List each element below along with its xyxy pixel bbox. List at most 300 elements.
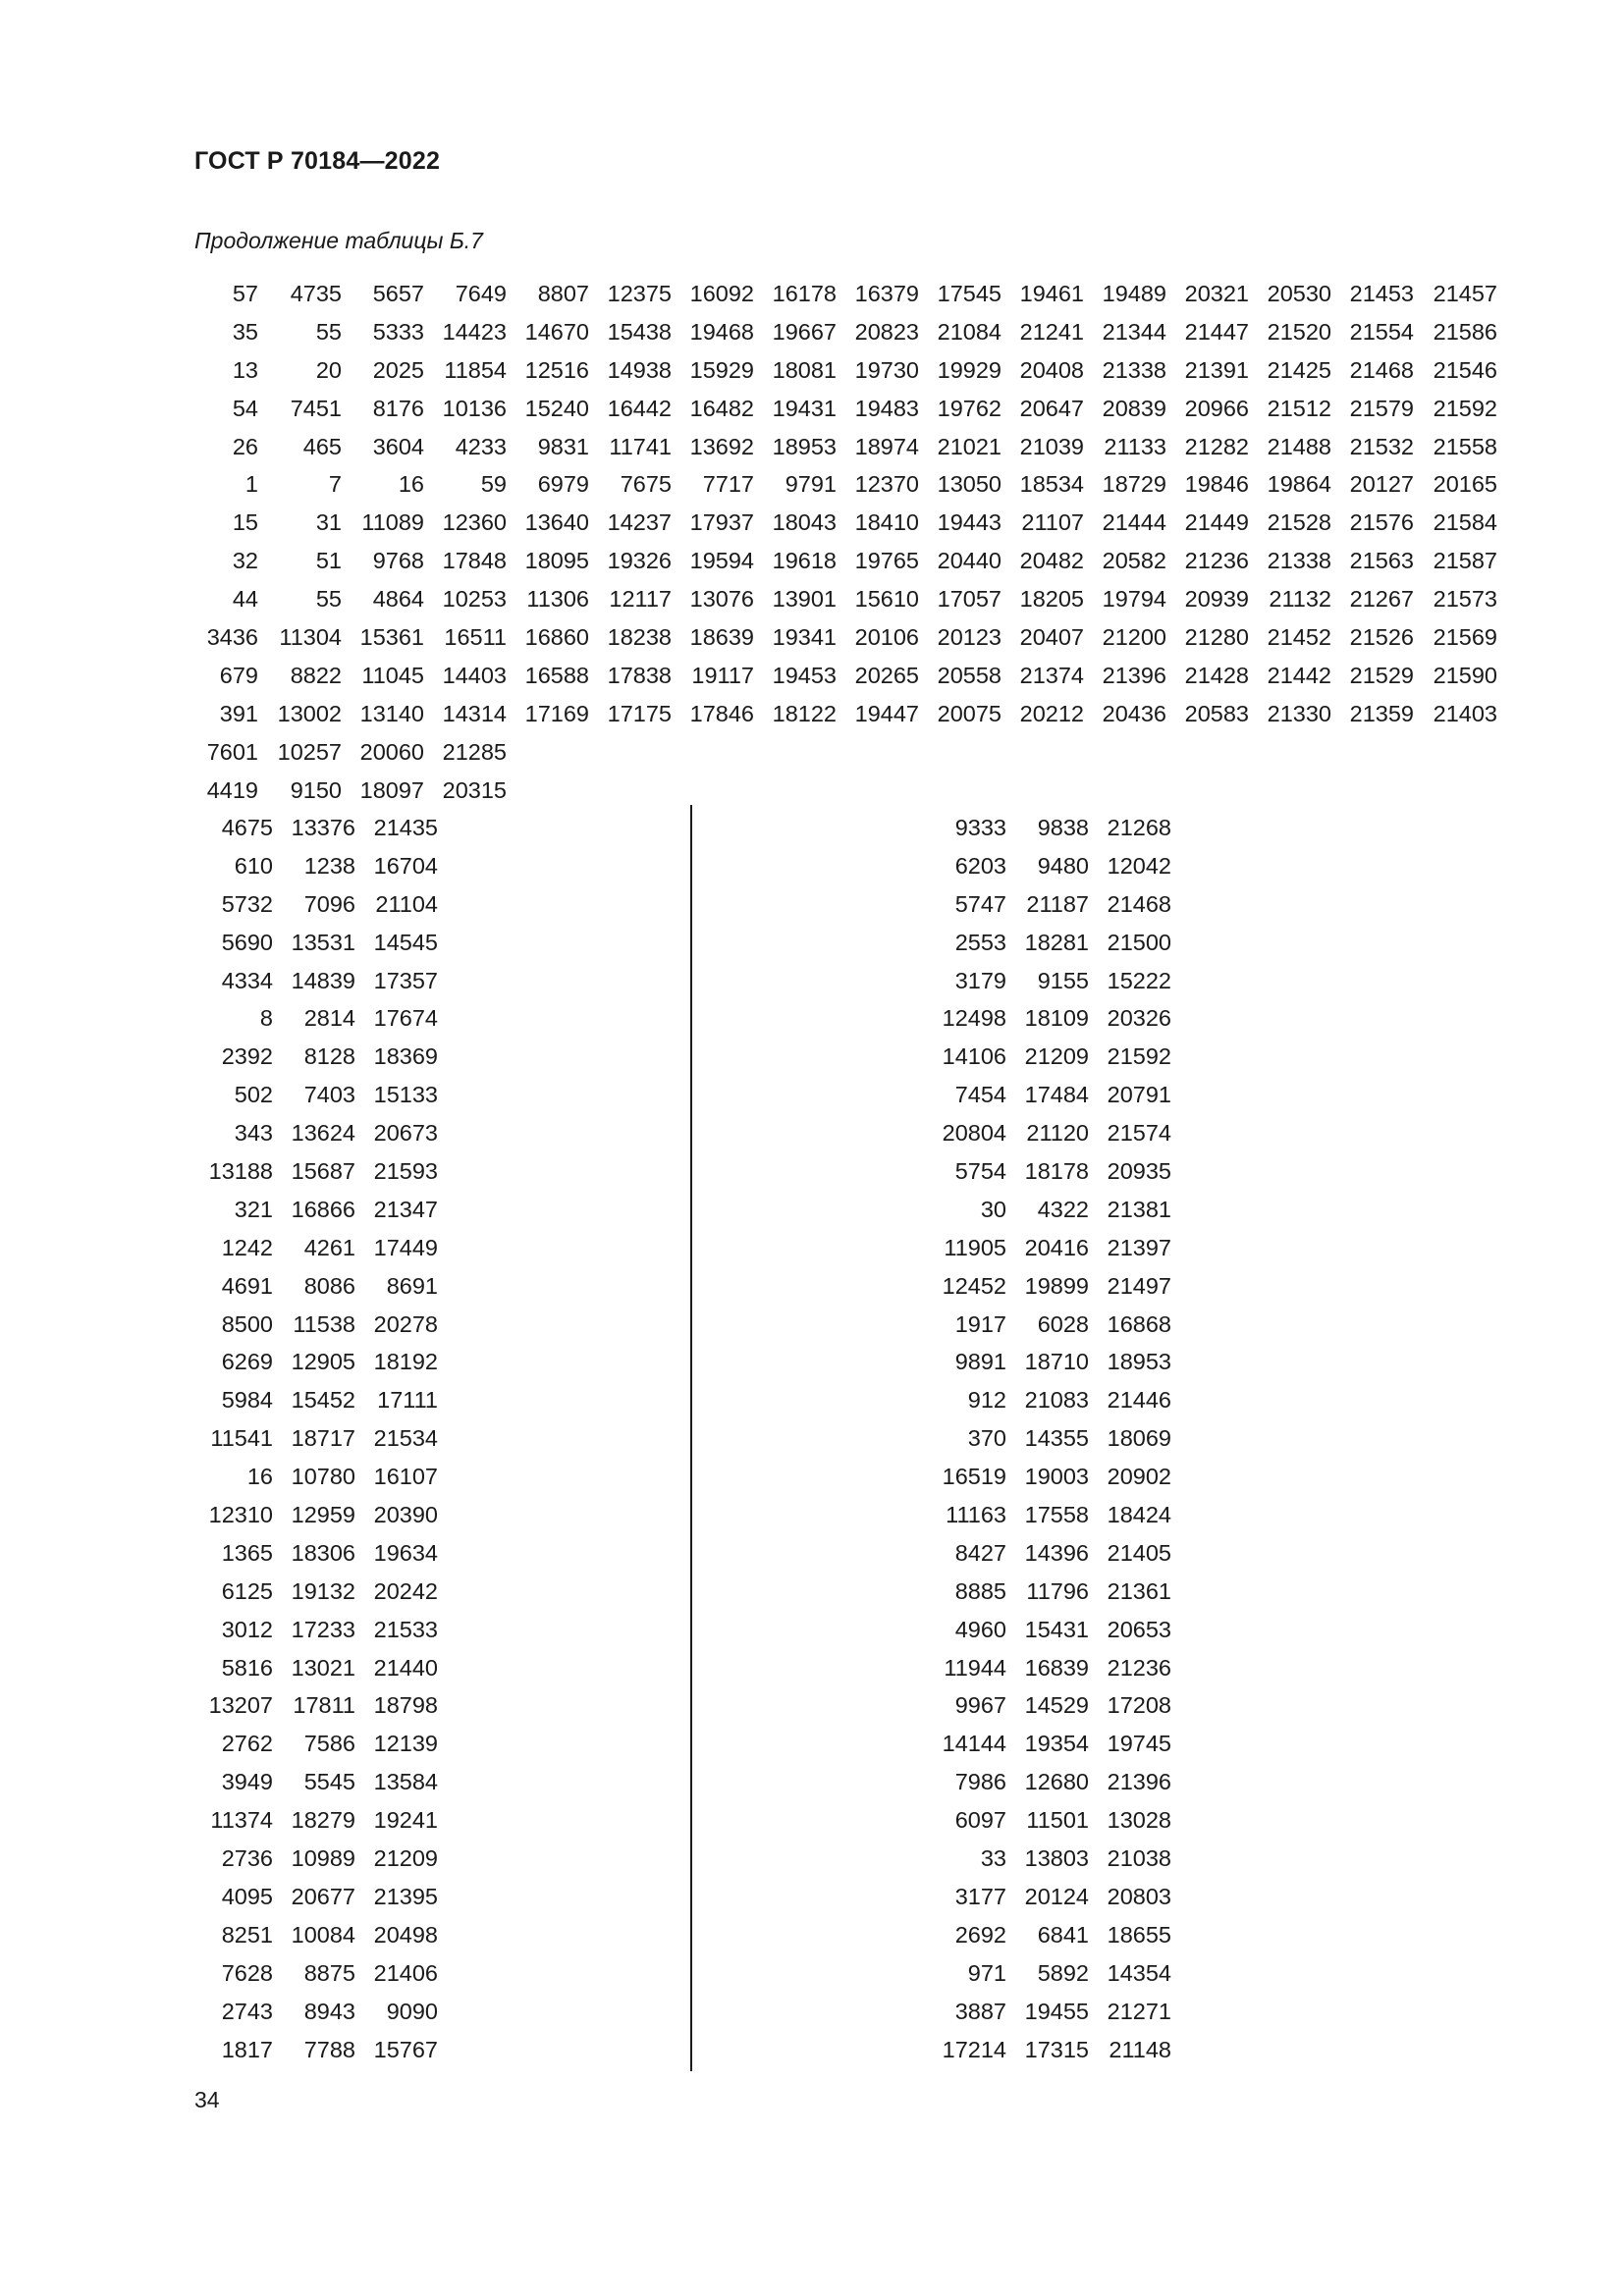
table-cell: 1242 [221, 1234, 273, 1260]
table-cell: 13584 [373, 1769, 438, 1795]
table-cell: 20278 [373, 1310, 438, 1337]
table-caption: Продолжение таблицы Б.7 [194, 228, 483, 253]
table-cell: 54 [232, 395, 258, 421]
table-cell: 2736 [221, 1845, 273, 1872]
table-cell: 12905 [291, 1349, 355, 1375]
table-cell: 12042 [1107, 852, 1171, 879]
table-cell: 13050 [937, 471, 1001, 498]
table-cell: 15452 [291, 1387, 355, 1414]
table-cell: 21452 [1267, 624, 1331, 651]
table-cell: 4334 [221, 967, 273, 993]
table-cell: 21440 [373, 1654, 438, 1681]
table-cell: 21083 [1024, 1387, 1089, 1414]
table-cell: 21587 [1433, 548, 1497, 574]
table-cell: 14106 [942, 1043, 1006, 1070]
table-cell: 21338 [1267, 548, 1331, 574]
table-cell: 17811 [293, 1692, 355, 1719]
table-cell: 21021 [937, 433, 1001, 459]
table-cell: 18534 [1019, 471, 1084, 498]
table-row [189, 1993, 438, 2031]
table-cell: 9768 [372, 548, 424, 574]
table-cell: 19667 [772, 318, 837, 345]
table-cell: 20321 [1184, 281, 1249, 306]
table-cell: 16519 [942, 1464, 1006, 1490]
table-cell: 7454 [954, 1082, 1006, 1108]
table-row [923, 1954, 1171, 1993]
table-cell: 21573 [1433, 586, 1497, 613]
table-cell: 19468 [689, 318, 754, 345]
table-cell: 14938 [607, 356, 672, 383]
table-cell: 13028 [1107, 1807, 1171, 1834]
table-cell: 21453 [1349, 281, 1414, 306]
table-cell: 11374 [210, 1807, 273, 1834]
table-cell: 18639 [689, 624, 754, 651]
table-cell: 14839 [291, 967, 355, 993]
table-row [923, 1801, 1171, 1840]
table-cell: 20436 [1102, 700, 1166, 726]
table-cell: 15438 [607, 318, 672, 345]
table-cell: 21084 [937, 318, 1001, 345]
table-row [923, 1993, 1171, 2031]
table-cell: 6979 [537, 471, 589, 498]
table-cell: 59 [480, 471, 507, 498]
table-cell: 20060 [359, 738, 424, 765]
table-row [189, 809, 438, 847]
table-row [923, 1343, 1171, 1381]
table-row [923, 1152, 1171, 1191]
table-cell: 21488 [1267, 433, 1331, 459]
table-cell: 20124 [1024, 1883, 1089, 1909]
table-cell: 21236 [1184, 548, 1249, 574]
table-cell: 11501 [1026, 1807, 1089, 1834]
table-cell: 610 [234, 852, 273, 879]
table-cell: 7649 [455, 281, 507, 306]
table-row [923, 1763, 1171, 1801]
table-cell: 21374 [1019, 662, 1084, 688]
table-cell: 4322 [1037, 1196, 1089, 1222]
table-row [923, 1191, 1171, 1229]
table-cell: 2762 [221, 1731, 273, 1757]
table-cell: 13692 [689, 433, 754, 459]
table-row [923, 1878, 1171, 1916]
table-cell: 19132 [291, 1577, 355, 1604]
table-cell: 3604 [372, 433, 424, 459]
table-cell: 18369 [373, 1043, 438, 1070]
table-row [189, 580, 1527, 618]
table-cell: 15 [232, 509, 258, 536]
table-cell: 8086 [303, 1272, 355, 1299]
table-row [923, 1686, 1171, 1725]
table-cell: 343 [234, 1120, 273, 1147]
table-cell: 8807 [537, 281, 589, 306]
table-cell: 3887 [954, 1998, 1006, 2024]
table-cell: 18410 [854, 509, 919, 536]
table-cell: 13002 [277, 700, 342, 726]
table-row [189, 1649, 438, 1687]
table-cell: 33 [980, 1845, 1006, 1872]
table-cell: 8943 [303, 1998, 355, 2024]
table-cell: 12139 [373, 1731, 438, 1757]
table-cell: 21554 [1349, 318, 1414, 345]
table-cell: 21563 [1349, 548, 1414, 574]
table-cell: 391 [219, 700, 258, 726]
table-cell: 21586 [1433, 318, 1497, 345]
table-cell: 19618 [772, 548, 837, 574]
table-cell: 21241 [1019, 318, 1084, 345]
table-cell: 16868 [1107, 1310, 1171, 1337]
table-cell: 19461 [1019, 281, 1084, 306]
table-cell: 12959 [291, 1502, 355, 1528]
table-cell: 5892 [1037, 1959, 1089, 1986]
table-cell: 21104 [375, 890, 438, 917]
table-cell: 5657 [372, 281, 424, 306]
table-cell: 21282 [1184, 433, 1249, 459]
table-cell: 18192 [373, 1349, 438, 1375]
table-cell: 21435 [373, 815, 438, 840]
table-cell: 20804 [942, 1120, 1006, 1147]
document-title: ГОСТ Р 70184—2022 [194, 147, 441, 175]
table-row [189, 1534, 438, 1573]
table-cell: 21449 [1184, 509, 1249, 536]
table-cell: 21187 [1026, 890, 1089, 917]
table-cell: 4095 [221, 1883, 273, 1909]
table-cell: 4675 [221, 815, 273, 840]
table-row [189, 1878, 438, 1916]
table-cell: 19864 [1267, 471, 1331, 498]
table-cell: 21361 [1107, 1577, 1171, 1604]
table-row [189, 1954, 438, 1993]
table-row [189, 1840, 438, 1878]
table-cell: 2743 [221, 1998, 273, 2024]
table-cell: 15240 [524, 395, 589, 421]
table-cell: 20315 [442, 776, 507, 803]
table-cell: 21391 [1184, 356, 1249, 383]
table-row [189, 1916, 438, 1954]
table-cell: 16866 [291, 1196, 355, 1222]
table-cell: 21268 [1107, 815, 1171, 840]
table-cell: 16107 [373, 1464, 438, 1490]
table-row [189, 772, 1527, 810]
table-cell: 16 [398, 471, 424, 498]
table-cell: 21579 [1349, 395, 1414, 421]
table-cell: 14403 [442, 662, 507, 688]
table-cell: 16860 [524, 624, 589, 651]
table-cell: 30 [980, 1196, 1006, 1222]
table-cell: 17315 [1024, 2036, 1089, 2062]
table-row [189, 313, 1527, 351]
table-cell: 9333 [954, 815, 1006, 840]
table-cell: 18205 [1019, 586, 1084, 613]
table-cell: 19846 [1184, 471, 1249, 498]
table-cell: 9155 [1037, 967, 1089, 993]
table-cell: 14545 [373, 929, 438, 955]
table-cell: 19117 [691, 662, 754, 688]
table-cell: 18069 [1107, 1425, 1171, 1452]
table-cell: 9831 [537, 433, 589, 459]
table-row [189, 1343, 438, 1381]
table-cell: 1817 [221, 2036, 273, 2062]
table-cell: 21396 [1102, 662, 1166, 688]
table-cell: 21236 [1107, 1654, 1171, 1681]
table-cell: 16092 [689, 281, 754, 306]
column-separator [690, 805, 692, 2071]
table-cell: 19431 [772, 395, 837, 421]
table-cell: 8500 [221, 1310, 273, 1337]
table-cell: 21520 [1267, 318, 1331, 345]
table-cell: 19455 [1024, 1998, 1089, 2024]
table-cell: 19341 [772, 624, 837, 651]
table-cell: 21526 [1349, 624, 1414, 651]
table-cell: 4864 [372, 586, 424, 613]
table-cell: 16379 [854, 281, 919, 306]
table-cell: 18710 [1024, 1349, 1089, 1375]
table-row [189, 1725, 438, 1763]
table-cell: 20326 [1107, 1005, 1171, 1032]
table-cell: 20803 [1107, 1883, 1171, 1909]
table-row [189, 1152, 438, 1191]
table-cell: 3177 [954, 1883, 1006, 1909]
table-cell: 20839 [1102, 395, 1166, 421]
table-cell: 11163 [946, 1502, 1006, 1528]
table-cell: 11541 [210, 1425, 273, 1452]
table-cell: 20558 [937, 662, 1001, 688]
table-cell: 51 [315, 548, 342, 574]
table-row [923, 847, 1171, 885]
table-row [189, 618, 1527, 657]
table-cell: 12680 [1024, 1769, 1089, 1795]
main-number-table [189, 275, 1527, 809]
table-cell: 18097 [359, 776, 424, 803]
table-cell: 7601 [206, 738, 258, 765]
table-cell: 7451 [290, 395, 342, 421]
table-cell: 21271 [1107, 1998, 1171, 2024]
table-row [923, 2031, 1171, 2069]
table-cell: 321 [234, 1196, 273, 1222]
table-cell: 13901 [772, 586, 837, 613]
table-cell: 1238 [303, 852, 355, 879]
table-cell: 21528 [1267, 509, 1331, 536]
table-cell: 21038 [1107, 1845, 1171, 1872]
table-cell: 13531 [291, 929, 355, 955]
table-row [923, 1496, 1171, 1534]
table-cell: 20 [315, 356, 342, 383]
table-cell: 21576 [1349, 509, 1414, 536]
table-cell: 21039 [1019, 433, 1084, 459]
table-cell: 2025 [372, 356, 424, 383]
table-row [923, 1229, 1171, 1267]
table-cell: 19326 [607, 548, 672, 574]
table-cell: 16178 [772, 281, 837, 306]
table-cell: 18081 [772, 356, 837, 383]
table-cell: 20939 [1184, 586, 1249, 613]
table-row [189, 1381, 438, 1419]
table-cell: 9891 [954, 1349, 1006, 1375]
table-cell: 5690 [221, 929, 273, 955]
table-cell: 1 [244, 471, 258, 498]
table-cell: 465 [302, 433, 342, 459]
table-cell: 5816 [221, 1654, 273, 1681]
table-cell: 21428 [1184, 662, 1249, 688]
table-row [923, 1458, 1171, 1496]
table-row [923, 809, 1171, 847]
table-cell: 10257 [277, 738, 342, 765]
table-cell: 55 [315, 318, 342, 345]
table-cell: 12370 [854, 471, 919, 498]
table-cell: 679 [219, 662, 258, 688]
table-cell: 20265 [854, 662, 919, 688]
table-cell: 12516 [524, 356, 589, 383]
table-cell: 13376 [291, 815, 355, 840]
table-cell: 5747 [954, 890, 1006, 917]
table-row [189, 1686, 438, 1725]
table-cell: 11306 [526, 586, 589, 613]
table-cell: 6028 [1037, 1310, 1089, 1337]
table-cell: 17545 [937, 281, 1001, 306]
table-cell: 21569 [1433, 624, 1497, 651]
table-cell: 14144 [942, 1731, 1006, 1757]
table-row [923, 1076, 1171, 1114]
table-cell: 7403 [303, 1082, 355, 1108]
table-cell: 17111 [377, 1387, 438, 1414]
table-row [189, 1573, 438, 1611]
table-cell: 19453 [772, 662, 837, 688]
table-cell: 12360 [442, 509, 507, 536]
table-cell: 14670 [524, 318, 589, 345]
table-cell: 35 [232, 318, 258, 345]
table-cell: 8875 [303, 1959, 355, 1986]
page-number: 34 [194, 2087, 220, 2112]
table-cell: 19003 [1024, 1464, 1089, 1490]
table-cell: 18729 [1102, 471, 1166, 498]
table-cell: 9090 [386, 1998, 438, 2024]
table-cell: 14355 [1024, 1425, 1089, 1452]
table-cell: 20482 [1019, 548, 1084, 574]
table-cell: 18953 [1107, 1349, 1171, 1375]
table-cell: 20653 [1107, 1616, 1171, 1642]
table-row [923, 1840, 1171, 1878]
table-cell: 20647 [1019, 395, 1084, 421]
table-cell: 16511 [444, 624, 507, 651]
table-cell: 6269 [221, 1349, 273, 1375]
table-cell: 17848 [442, 548, 507, 574]
table-cell: 20583 [1184, 700, 1249, 726]
table-row [923, 924, 1171, 962]
table-cell: 18798 [373, 1692, 438, 1719]
table-cell: 17484 [1024, 1082, 1089, 1108]
table-cell: 21468 [1107, 890, 1171, 917]
table-cell: 1917 [954, 1310, 1006, 1337]
table-cell: 5732 [221, 890, 273, 917]
table-cell: 20123 [937, 624, 1001, 651]
table-cell: 21558 [1433, 433, 1497, 459]
table-row [189, 1114, 438, 1152]
table-row [189, 1229, 438, 1267]
table-cell: 11089 [361, 509, 424, 536]
table-cell: 20823 [854, 318, 919, 345]
table-cell: 13140 [359, 700, 424, 726]
table-cell: 5984 [221, 1387, 273, 1414]
table-cell: 18279 [291, 1807, 355, 1834]
table-cell: 13624 [291, 1120, 355, 1147]
table-cell: 14396 [1024, 1539, 1089, 1566]
table-row [923, 1114, 1171, 1152]
table-cell: 20075 [937, 700, 1001, 726]
table-row [923, 1611, 1171, 1649]
table-row [923, 1306, 1171, 1344]
table-row [189, 1038, 438, 1076]
table-cell: 18109 [1024, 1005, 1089, 1032]
table-cell: 21468 [1349, 356, 1414, 383]
table-cell: 21209 [1024, 1043, 1089, 1070]
table-cell: 18095 [524, 548, 589, 574]
table-cell: 7986 [954, 1769, 1006, 1795]
table-cell: 3179 [954, 967, 1006, 993]
table-cell: 7675 [620, 471, 672, 498]
table-cell: 9791 [785, 471, 837, 498]
table-cell: 20390 [373, 1502, 438, 1528]
table-row [923, 1381, 1171, 1419]
table-cell: 21381 [1107, 1196, 1171, 1222]
table-cell: 17838 [607, 662, 672, 688]
table-cell: 17233 [291, 1616, 355, 1642]
table-cell: 12452 [942, 1272, 1006, 1299]
table-cell: 13021 [291, 1654, 355, 1681]
table-cell: 15222 [1107, 967, 1171, 993]
table-cell: 11796 [1026, 1577, 1089, 1604]
table-row [189, 657, 1527, 695]
table-cell: 20407 [1019, 624, 1084, 651]
table-cell: 8128 [303, 1043, 355, 1070]
table-cell: 13207 [208, 1692, 273, 1719]
table-row [189, 1763, 438, 1801]
table-cell: 12310 [208, 1502, 273, 1528]
table-cell: 21592 [1107, 1043, 1171, 1070]
table-cell: 7717 [702, 471, 754, 498]
table-cell: 13 [232, 356, 258, 383]
table-cell: 16839 [1024, 1654, 1089, 1681]
table-cell: 3012 [221, 1616, 273, 1642]
table-row [923, 1573, 1171, 1611]
table-row [923, 1038, 1171, 1076]
table-cell: 4261 [303, 1234, 355, 1260]
table-cell: 4691 [221, 1272, 273, 1299]
table-cell: 21500 [1107, 929, 1171, 955]
table-row [189, 1267, 438, 1306]
table-cell: 19354 [1024, 1731, 1089, 1757]
table-cell: 370 [967, 1425, 1006, 1452]
table-cell: 15361 [359, 624, 424, 651]
table-cell: 18238 [607, 624, 672, 651]
table-cell: 8176 [372, 395, 424, 421]
table-cell: 57 [232, 281, 258, 306]
table-cell: 11538 [293, 1310, 355, 1337]
table-cell: 20127 [1349, 471, 1414, 498]
table-cell: 21593 [373, 1158, 438, 1185]
table-cell: 8691 [386, 1272, 438, 1299]
table-cell: 20242 [373, 1577, 438, 1604]
table-row [189, 542, 1527, 580]
table-cell: 21338 [1102, 356, 1166, 383]
table-cell: 21584 [1433, 509, 1497, 536]
table-row [923, 885, 1171, 924]
table-cell: 44 [232, 586, 258, 613]
table-cell: 18974 [854, 433, 919, 459]
table-cell: 11045 [361, 662, 424, 688]
table-cell: 21330 [1267, 700, 1331, 726]
table-cell: 16 [246, 1464, 273, 1490]
table-cell: 1365 [221, 1539, 273, 1566]
table-cell: 21497 [1107, 1272, 1171, 1299]
